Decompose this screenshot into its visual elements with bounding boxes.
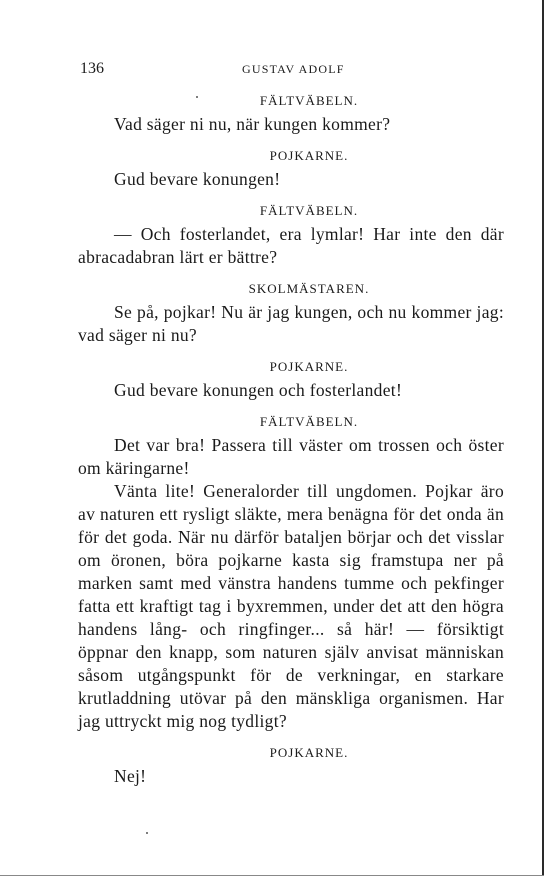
speaker-name: FÄLTVÄBELN. (259, 414, 359, 429)
page-number: 136 (80, 60, 104, 77)
play-text (78, 92, 504, 788)
speaker-name: POJKARNE. (269, 148, 349, 163)
running-title: GUSTAV ADOLF (242, 62, 345, 76)
speaker-name: POJKARNE. (269, 359, 349, 374)
ink-speck (146, 832, 148, 834)
dialogue-line: Vad säger ni nu, när kungen kommer? (114, 114, 391, 134)
speaker-name: FÄLTVÄBELN. (259, 93, 359, 108)
dialogue-line: Nej! (114, 766, 147, 786)
speaker-name: POJKARNE. (269, 745, 349, 760)
ink-speck (196, 96, 198, 98)
dialogue-line: Se på, pojkar! Nu är jag kungen, och nu kommer jag: vad säger ni nu? (78, 302, 504, 345)
dialogue-line: Gud bevare konungen och fosterlandet! (114, 380, 403, 400)
running-head (80, 60, 504, 80)
dialogue-line: Vänta lite! Generalorder till ungdomen. Pojkar äro av naturen ett rysligt släkte, mera benägna för det onda än för det goda. När nu därför bataljen börjar och det visslar om öronen, böra pojkarne kasta sig framstupa ner på marken samt med vänstra handens tumme och pekfinger fatta ett kraftigt tag i byxremmen, under det att den högra handens lång- och ringfinger... så här! — försiktigt öppnar den knapp, som naturen själv anvisat människan såsom utgångspunkt för de verkningar, en starkare krutladdning utövar på den mänskliga organismen. Har jag uttryckt mig nog tydligt? (78, 481, 504, 731)
dialogue-line: Gud bevare konungen! (114, 169, 281, 189)
dialogue-line: Det var bra! Passera till väster om trossen och öster om käringarne! (78, 435, 504, 478)
speaker-name: SKOLMÄSTAREN. (248, 281, 370, 296)
dialogue-line: — Och fosterlandet, era lymlar! Har inte den där abracadabran lärt er bättre? (78, 224, 504, 267)
speaker-name: FÄLTVÄBELN. (259, 203, 359, 218)
